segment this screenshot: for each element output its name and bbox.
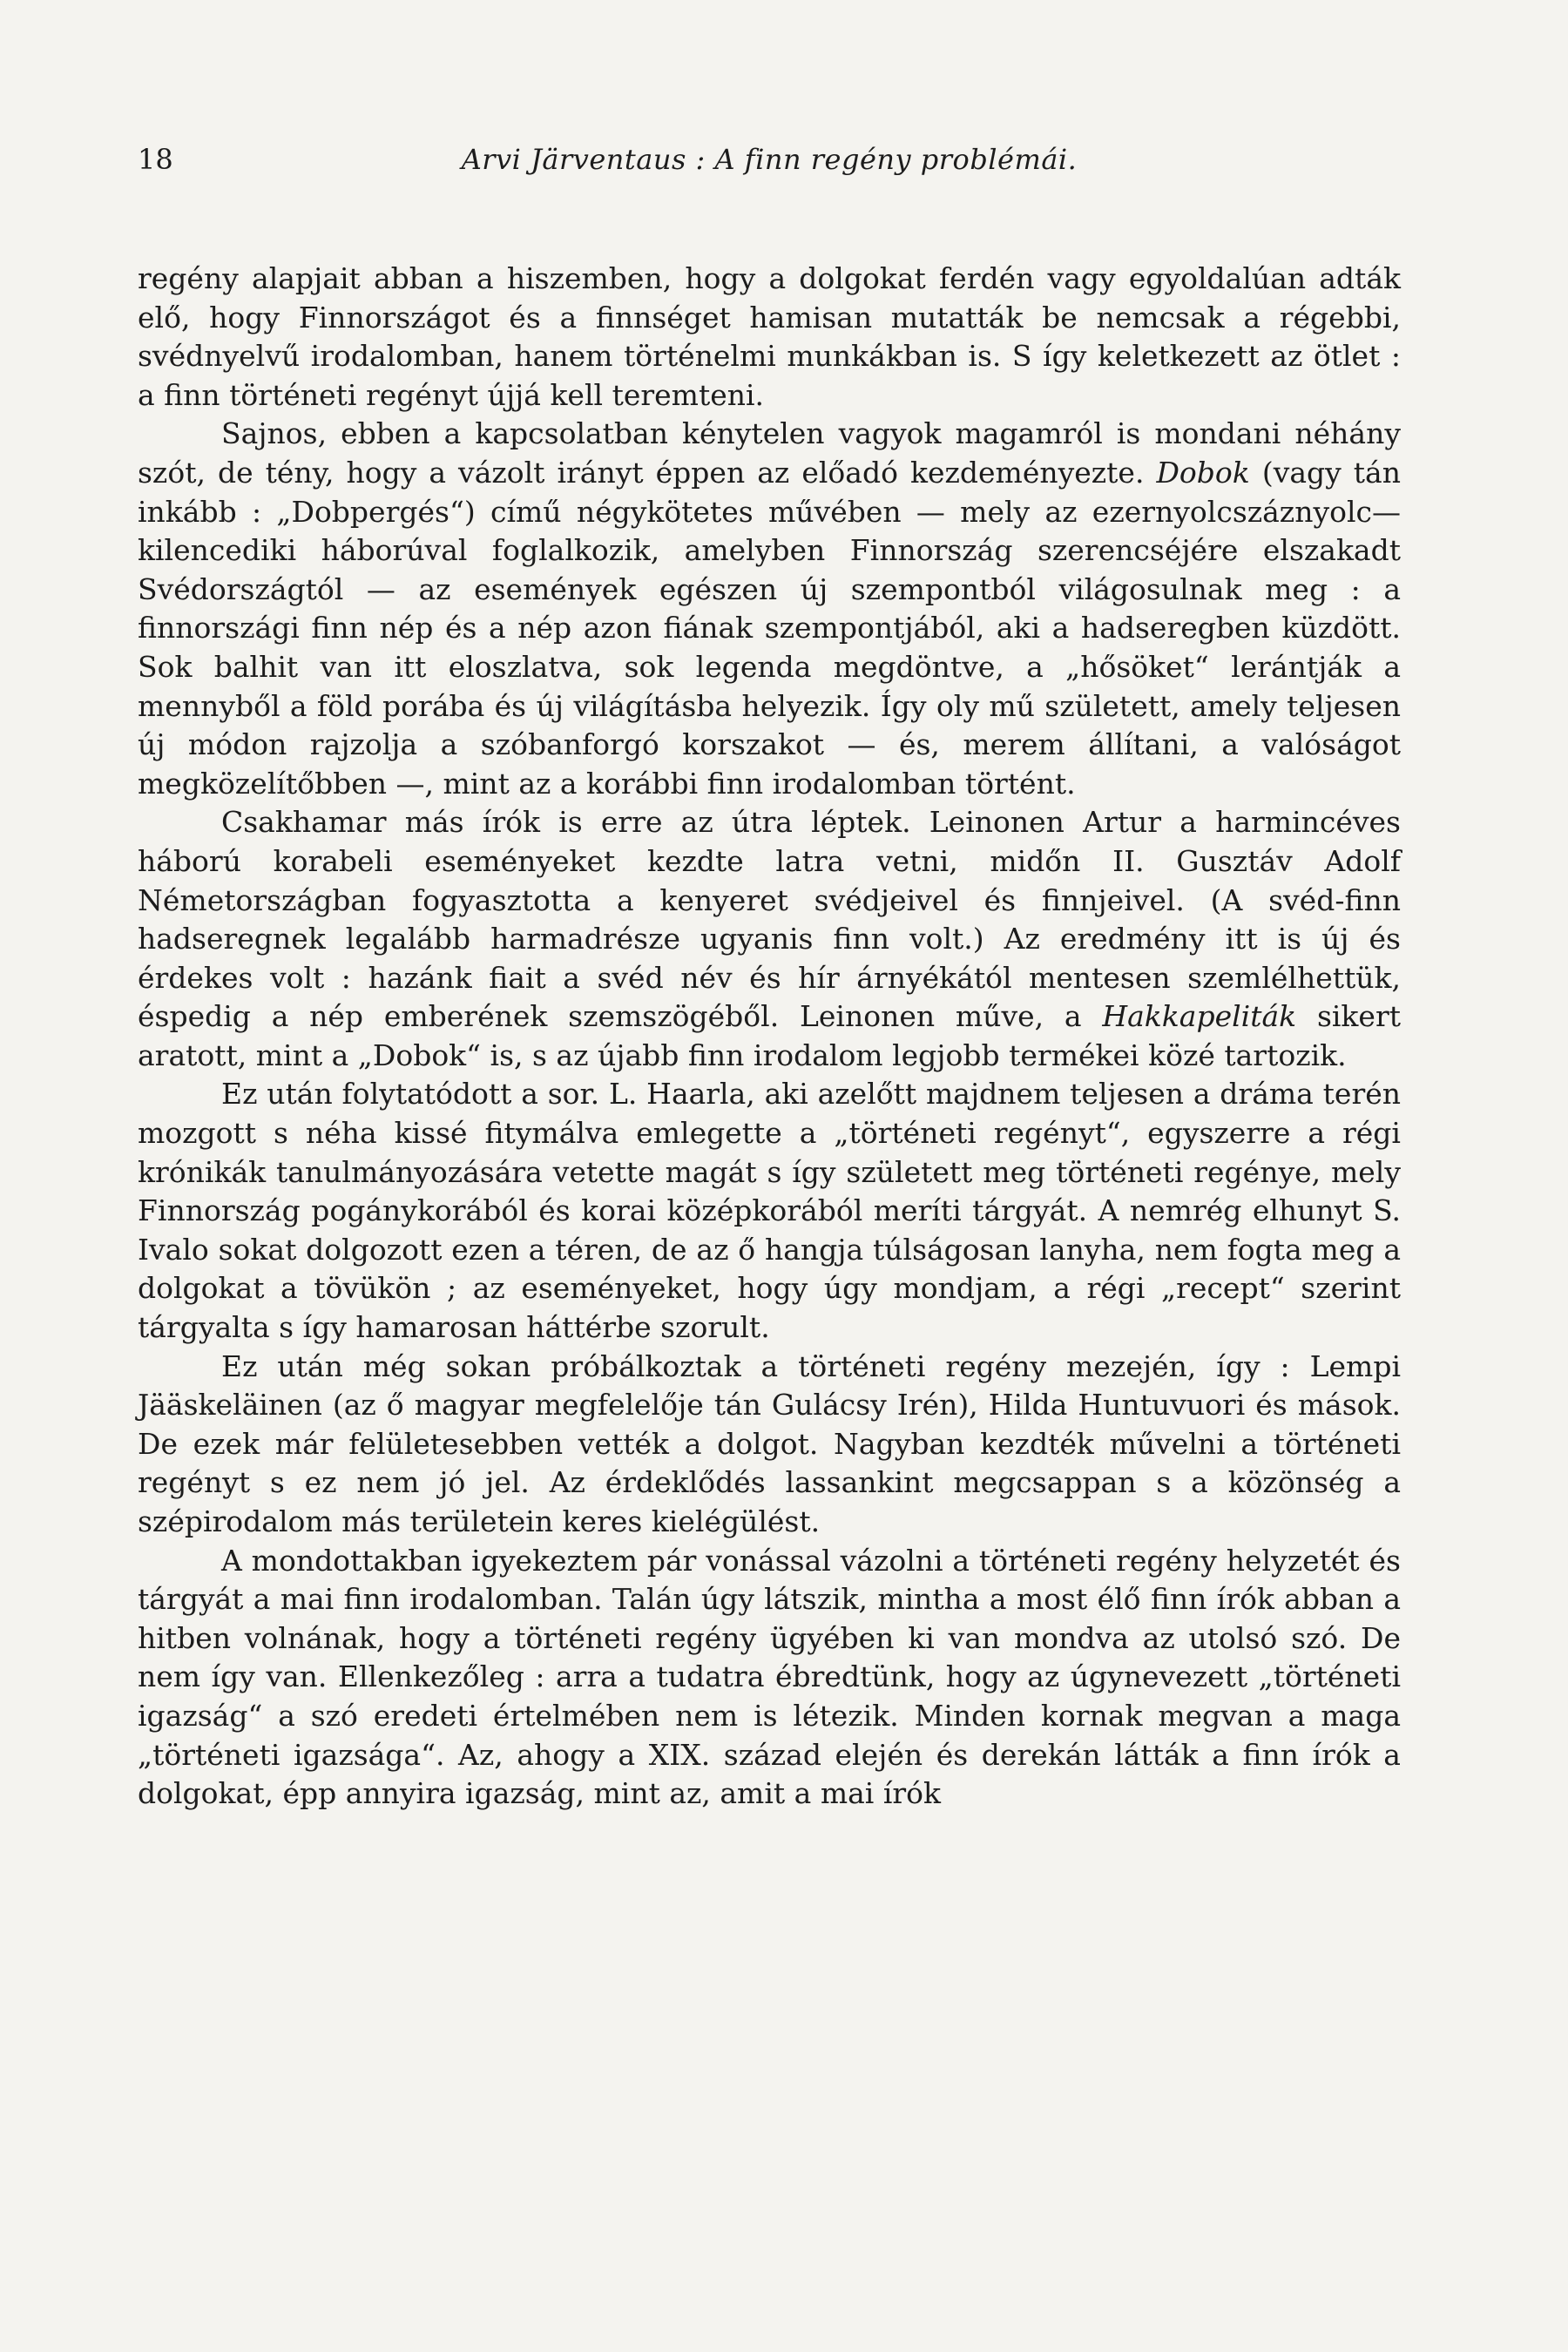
paragraph-text: Sajnos, ebben a kapcsolatban kénytelen vagyok magamról is mondani néhány szót, de tény, hogy a vázolt irányt éppen az előadó kezdeményezte. [138, 416, 1401, 490]
paragraph-text: Csakhamar más írók is erre az útra léptek. Leinonen Artur a harmincéves háború korabeli eseményeket kezdte latra vetni, midőn II. Gusztáv Adolf Németországban fogyasztotta a kenyeret svédjeivel és finnjeivel. (A svéd-finn hadseregnek legalább harmadrésze ugyanis finn volt.) Az eredmény itt is új és érdekes volt : hazánk fiait a svéd név és hír árnyékától mentesen szemlélhettük, éspedig a nép emberének szemszögéből. Leinonen műve, a [138, 805, 1401, 1034]
paragraph-text: (vagy tán inkább : „Dobpergés“) című négykötetes művében — mely az ezernyolcszáznyolc—kilencediki háborúval foglalkozik, amelyben Finnország szerencséjére elszakadt Svédországtól — az események egészen új szempontból világosulnak meg : a finnországi finn nép és a nép azon fiának szempontjából, aki a hadseregben küzdött. Sok balhit van itt eloszlatva, sok legenda megdöntve, a „hősöket“ lerántják a mennyből a föld porába és új világításba helyezik. Így oly mű született, amely teljesen új módon rajzolja a szóbanforgó korszakot — és, merem állítani, a valóságot megközelítőbben —, mint az a korábbi finn irodalomban történt. [138, 455, 1401, 801]
page-header [138, 138, 1401, 181]
paragraph: regény alapjait abban a hiszemben, hogy a dolgokat ferdén vagy egyoldalúan adták elő, hogy Finnországot és a finnséget hamisan mutatták be nemcsak a régebbi, svédnyelvű irodalomban, hanem történelmi munkákban is. S így keletkezett az ötlet : a finn történeti regényt újjá kell teremteni. [138, 261, 1401, 412]
paragraph: Ez után még sokan próbálkoztak a történeti regény mezején, így : Lempi Jääskeläinen (az ő magyar megfelelője tán Gulácsy Irén), Hilda Huntuvuori és mások. De ezek már felületesebben vették a dolgot. Nagyban kezdték művelni a történeti regényt s ez nem jó jel. Az érdeklődés lassankint megcsappan s a közönség a szépirodalom más területein keres kielégülést. [138, 1348, 1401, 1538]
book-title-hakkapelitak: Hakkapeliták [1102, 999, 1297, 1034]
page-number: 18 [138, 143, 173, 176]
book-title-dobok: Dobok [1156, 455, 1250, 490]
paragraph-text: sikert aratott, mint a „Dobok“ is, s az újabb finn irodalom legjobb termékei közé tartozik. [138, 999, 1401, 1072]
paragraph: Ez után folytatódott a sor. L. Haarla, aki azelőtt majdnem teljesen a dráma terén mozgott s néha kissé fitymálva emlegette a „történeti regényt“, egyszerre a régi krónikák tanulmányozására vetette magát s így született meg történeti regénye, mely Finnország pogánykorából és korai középkorából meríti tárgyát. A nemrég elhunyt S. Ivalo sokat dolgozott ezen a téren, de az ő hangja túlságosan lanyha, nem fogta meg a dolgokat a tövükön ; az eseményeket, hogy úgy mondjam, a régi „recept“ szerint tárgyalta s így hamarosan háttérbe szorult. [138, 1077, 1401, 1345]
paragraph: A mondottakban igyekeztem pár vonással vázolni a történeti regény helyzetét és tárgyát a mai finn irodalomban. Talán úgy látszik, mintha a most élő finn írók abban a hitben volnának, hogy a történeti regény ügyében ki van mondva az utolsó szó. De nem így van. Ellenkezőleg : arra a tudatra ébredtünk, hogy az úgynevezett „történeti igazság“ a szó eredeti értelmében nem is létezik. Minden kornak megvan a maga „történeti igazsága“. Az, ahogy a XIX. század elején és derekán látták a finn írók a dolgokat, épp annyira igazság, mint az, amit a mai írók [138, 1543, 1401, 1811]
body-text [138, 260, 1401, 1814]
paragraph [138, 415, 1401, 803]
paragraph [138, 803, 1401, 1075]
running-head: Arvi Järventaus : A finn regény problémái. [461, 143, 1078, 176]
